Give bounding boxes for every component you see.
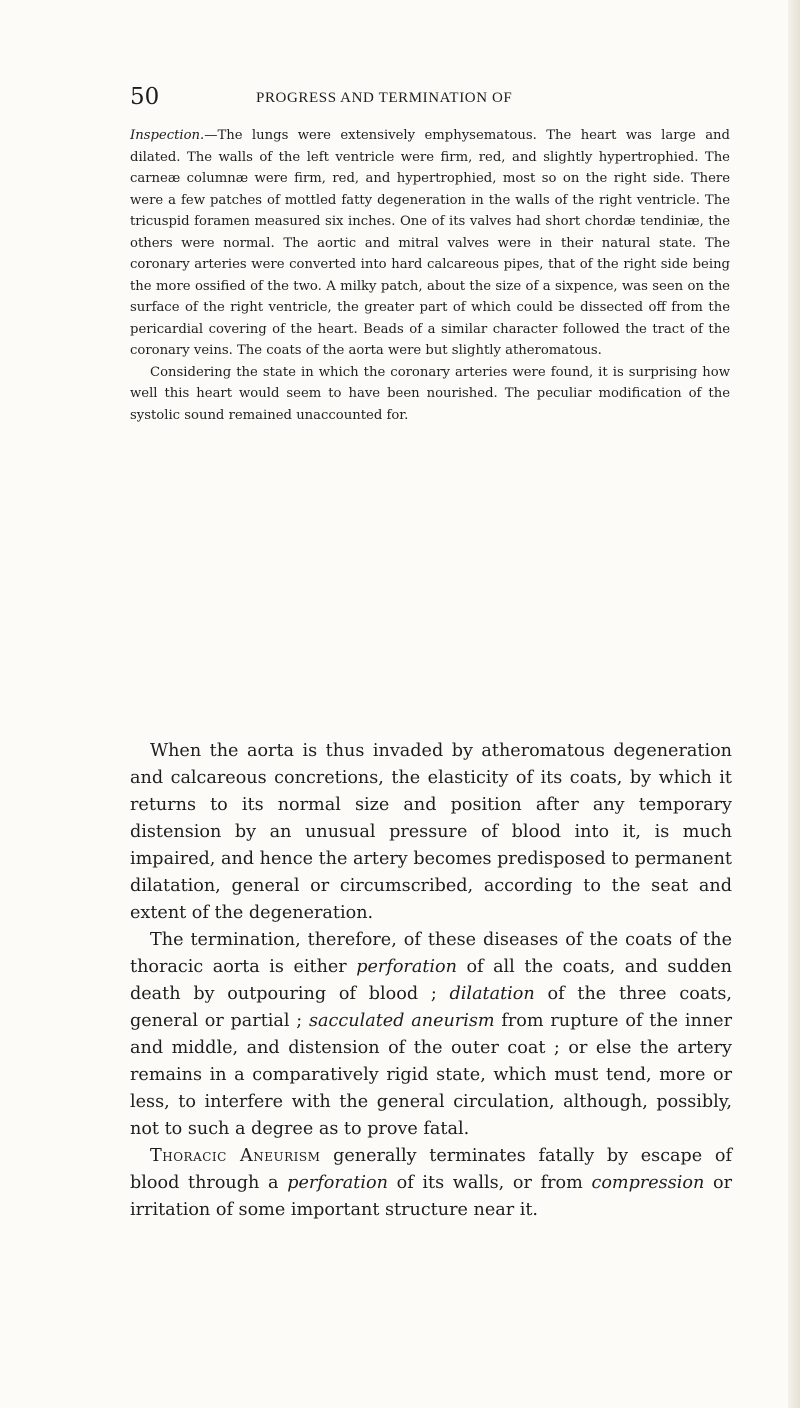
text-run: of all the coats, and sudden death by outpouring of blood ; xyxy=(130,957,732,1004)
text-run: of the three coats, general or partial ; xyxy=(130,984,732,1031)
emphasis-dilatation: dilatation xyxy=(449,984,535,1004)
inspection-label: Inspection. xyxy=(130,128,205,143)
considering-paragraph: Considering the state in which the coronary arteries were found, it is surprising how well this heart would seem to have been nourished. The peculiar modification of the systolic sound remained unaccounted for. xyxy=(130,364,730,423)
inspection-text: —The lungs were extensively emphysematous. The heart was large and dilated. The walls of the left ventricle were firm, red, and slightly hypertrophied. The carneæ columnæ were firm, red, and hypertrophied, most so on the right side. There were a few patches of mottled fatty degeneration in the walls of the right ventricle. The tricuspid foramen measured six inches. One of its valves had short chordæ tendiniæ, the others were normal. The aortic and mitral valves were in their natural state. The coronary arteries were converted into hard calcareous pipes, that of the right side being the more ossified of the two. A milky patch, about the size of a sixpence, was seen on the surface of the right ventricle, the greater part of which could be dissected off from the pericardial covering of the heart. Beads of a similar character followed the tract of the coronary veins. The coats of the aorta were but slightly atheromatous. xyxy=(130,128,730,358)
emphasis-sacculated-aneurism: sacculated aneurism xyxy=(309,1011,495,1031)
text-run: generally terminates fatally by escape of blood through a xyxy=(130,1146,733,1193)
text-run: from rupture of the inner and middle, and distension of the outer coat ; or else the artery remains in a comparatively rigid state, which must tend, more or less, to interfere with the general circulation, although, possibly, not to such a degree as to prove fatal. xyxy=(130,1011,732,1139)
running-head: PROGRESS AND TERMINATION OF xyxy=(256,90,513,106)
smallcaps-thoracic-aneurism: Thoracic Aneurism xyxy=(150,1146,321,1166)
text-run: The termination, therefore, of these diseases of the coats of the thoracic aorta is either xyxy=(130,930,732,977)
text-run: of its walls, or from xyxy=(387,1173,592,1193)
page-edge-shadow xyxy=(788,0,800,1408)
case-notes xyxy=(130,125,730,426)
paragraph-aorta-invaded: When the aorta is thus invaded by atheromatous degeneration and calcareous concretions, the elasticity of its coats, by which it returns to its normal size and position after any temporary distension by an unusual pressure of blood into it, is much impaired, and hence the artery becomes predisposed to permanent dilatation, general or circumscribed, according to the seat and extent of the degeneration. xyxy=(130,741,732,923)
page-number: 50 xyxy=(130,84,160,110)
page-header xyxy=(130,84,730,116)
main-text xyxy=(130,738,732,1224)
inspection-paragraph xyxy=(130,125,730,362)
emphasis-compression: compression xyxy=(591,1173,705,1193)
emphasis-perforation: perforation xyxy=(287,1173,388,1193)
paragraph-thoracic-aneurism xyxy=(130,1143,732,1224)
emphasis-perforation: perforation xyxy=(356,957,457,977)
paragraph-termination xyxy=(130,927,732,1143)
text-run: or irritation of some important structure near it. xyxy=(130,1173,732,1220)
